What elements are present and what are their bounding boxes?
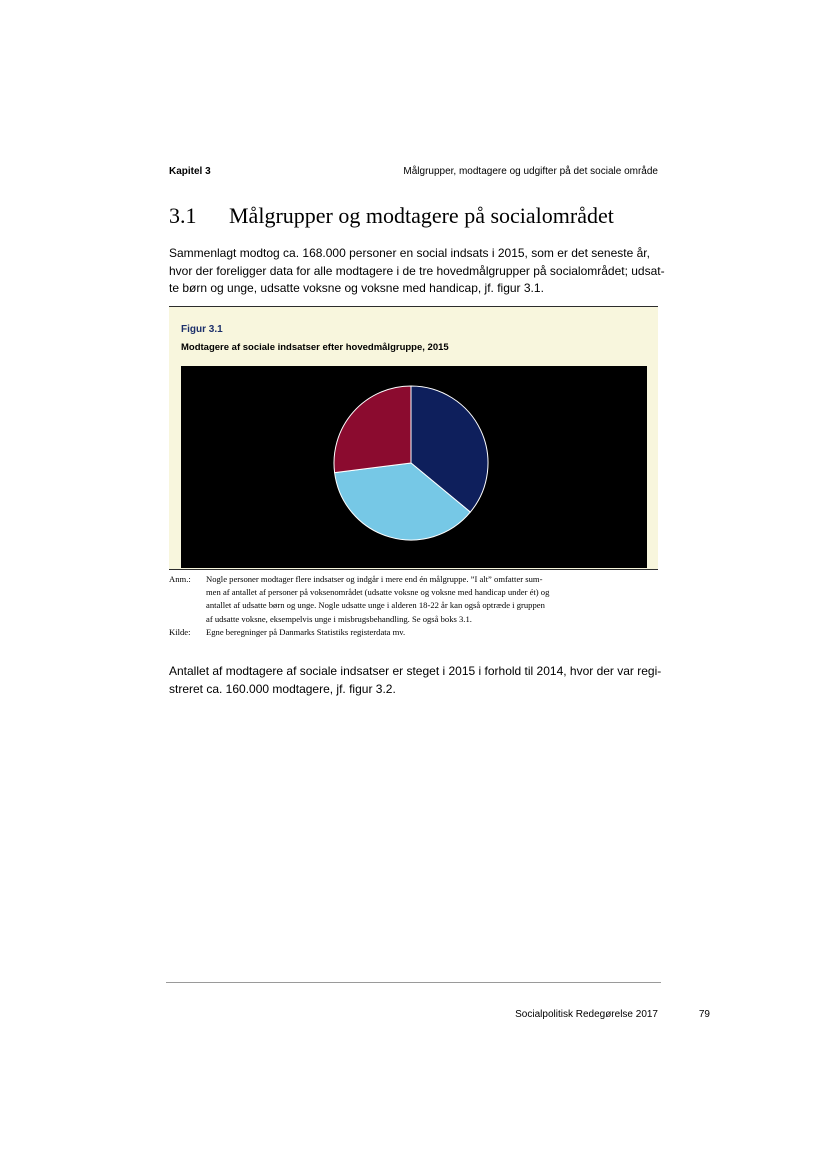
pie-slice-3 — [334, 386, 411, 473]
intro-line: hvor der foreligger data for alle modtagere i de tre hovedmålgrupper på socialområdet; udsat- — [169, 263, 665, 278]
section-number: 3.1 — [169, 203, 197, 228]
note-line: af udsatte voksne, eksempelvis unge i misbrugsbehandling. Se også boks 3.1. — [206, 613, 472, 624]
intro-line: te børn og unge, udsatte voksne og voksne med handicap, jf. figur 3.1. — [169, 281, 544, 295]
note-kilde-label: Kilde: — [169, 626, 191, 637]
footer-publication-title: Socialpolitisk Redegørelse 2017 — [515, 1009, 658, 1020]
footer-divider — [166, 982, 661, 983]
note-line: antallet af udsatte børn og unge. Nogle udsatte unge i alderen 18-22 år kan også optræde i gruppen — [206, 600, 545, 611]
intro-line: Sammenlagt modtog ca. 168.000 personer en social indsats i 2015, som er det seneste år, — [169, 246, 650, 260]
note-anm — [169, 573, 661, 626]
note-line: Nogle personer modtager flere indsatser og indgår i mere end én målgruppe. ”I alt” omfatter sum- — [206, 574, 543, 584]
page-number: 79 — [698, 1009, 710, 1020]
intro-paragraph — [169, 245, 665, 298]
chart-area — [181, 366, 647, 568]
closing-line: streret ca. 160.000 modtagere, jf. figur 3.2. — [169, 681, 396, 696]
note-line: Egne beregninger på Danmarks Statistiks registerdata mv. — [206, 626, 406, 637]
note-anm-text — [206, 573, 549, 626]
note-kilde-text — [206, 626, 405, 639]
note-kilde — [169, 626, 661, 639]
section-heading: Målgrupper og modtagere på socialområdet — [229, 203, 614, 228]
figure-label: Figur 3.1 — [181, 324, 223, 335]
figure-box — [169, 306, 658, 570]
pie-chart — [181, 366, 647, 568]
note-line: men af antallet af personer på voksenområdet (udsatte voksne og voksne med handicap under ét) og — [206, 587, 550, 598]
figure-notes — [169, 573, 661, 639]
closing-paragraph — [169, 663, 661, 698]
running-header-title: Målgrupper, modtagere og udgifter på det sociale område — [403, 166, 658, 177]
closing-line: Antallet af modtagere af sociale indsatser er steget i 2015 i forhold til 2014, hvor der var regi- — [169, 664, 662, 678]
figure-title: Modtagere af sociale indsatser efter hovedmålgruppe, 2015 — [181, 342, 449, 353]
chapter-label: Kapitel 3 — [169, 166, 211, 177]
note-anm-label: Anm.: — [169, 574, 191, 584]
